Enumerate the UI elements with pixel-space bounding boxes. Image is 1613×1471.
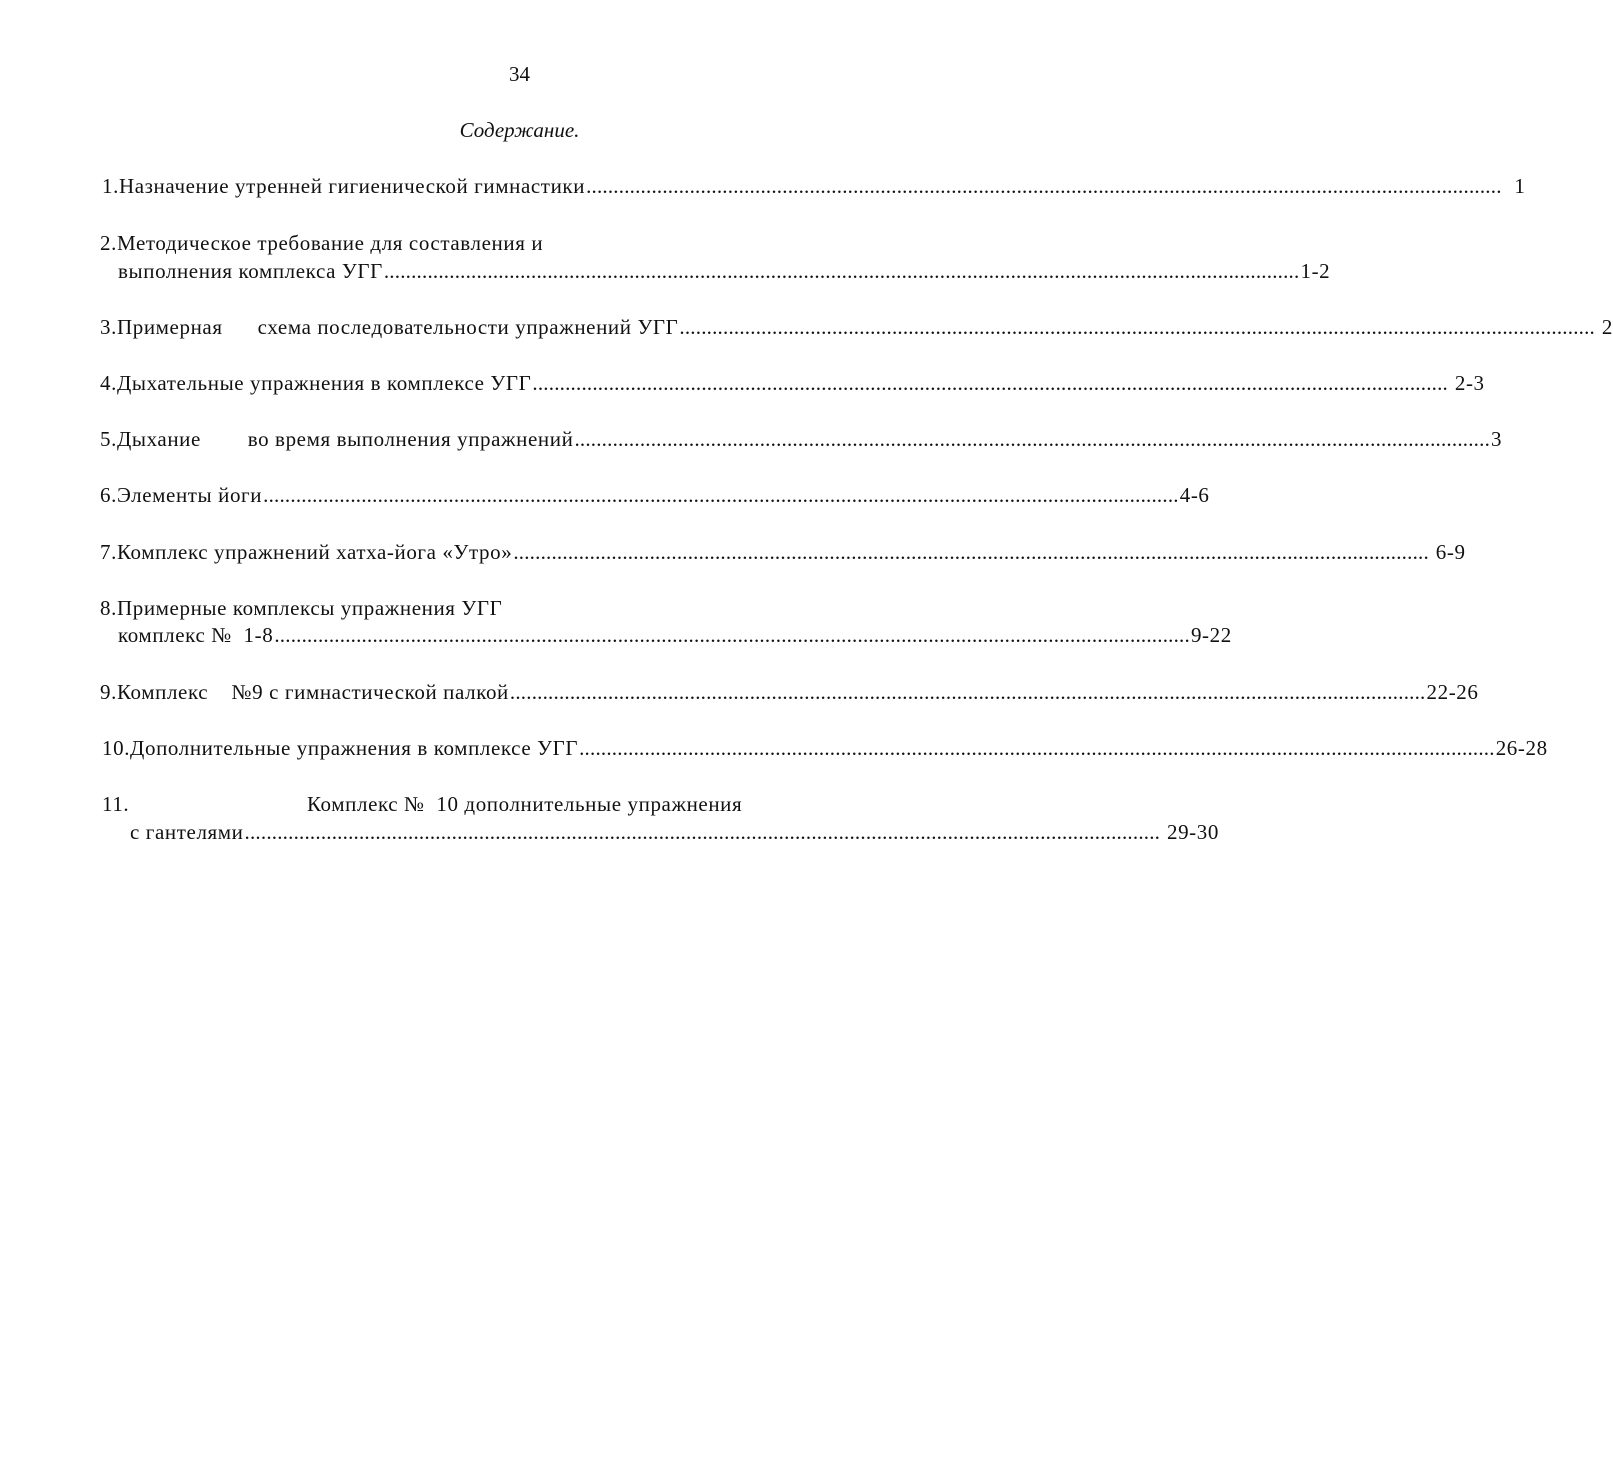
toc-entry-page: 4-6 — [1179, 483, 1210, 507]
toc-entry-6 — [100, 482, 1210, 508]
toc-entry-text: с гантелями — [130, 820, 244, 844]
toc-entry-page: 9-22 — [1190, 623, 1232, 647]
toc-entry-5 — [100, 426, 1503, 452]
toc-entry-text: выполнения комплекса УГГ — [118, 259, 383, 283]
toc-entry-text: 7.Комплекс упражнений хатха-йога «Утро» — [100, 540, 513, 564]
leader-dots: ........................................................................................................................................................................ — [574, 427, 1491, 451]
toc-entry-3 — [100, 314, 1613, 340]
toc-entry-8 — [118, 622, 1232, 648]
toc-entry-10 — [102, 735, 1548, 761]
toc-entry-text: 5.Дыхание во время выполнения упражнений — [100, 427, 574, 451]
toc-title: Содержание. — [459, 118, 580, 142]
leader-dots: ........................................................................................................................................................................ — [383, 259, 1300, 283]
toc-entry-page: 2-3 — [1449, 371, 1485, 395]
toc-entry-page: 26-28 — [1495, 736, 1548, 760]
toc-entry-page: 3 — [1491, 427, 1503, 451]
leader-dots: ........................................................................................................................................................................ — [532, 371, 1448, 395]
toc-entry-11 — [130, 819, 1219, 845]
leader-dots: ........................................................................................................................................................................ — [579, 736, 1495, 760]
leader-dots: ........................................................................................................................................................................ — [513, 540, 1429, 564]
toc-entry-page: 22-26 — [1426, 680, 1479, 704]
toc-entry-text: комплекс № 1-8 — [118, 623, 274, 647]
toc-entry-page: 6-9 — [1429, 540, 1466, 564]
toc-entry-page: 1-2 — [1300, 259, 1331, 283]
toc-entry-text: 4.Дыхательные упражнения в комплексе УГГ — [100, 371, 532, 395]
toc-entry-page: 1 — [1502, 174, 1526, 198]
toc-entry-text: 3.Примерная схема последовательности упражнений УГГ — [100, 315, 679, 339]
toc-entry-7 — [100, 539, 1466, 565]
toc-entry-8-line-1: 8.Примерные комплексы упражнения УГГ — [100, 596, 503, 620]
toc-entry-page: 2 — [1596, 315, 1613, 339]
leader-dots: ........................................................................................................................................................................ — [263, 483, 1179, 507]
toc-entry-page: 29-30 — [1161, 820, 1219, 844]
page-number: 34 — [509, 62, 530, 86]
toc-entry-1 — [102, 173, 1526, 199]
toc-entry-9 — [100, 679, 1479, 705]
toc-entry-2 — [118, 258, 1331, 284]
toc-entry-text: 1.Назначение утренней гигиенической гимнастики — [102, 174, 586, 198]
leader-dots: ........................................................................................................................................................................ — [509, 680, 1426, 704]
toc-entry-text: 9.Комплекс №9 с гимнастической палкой — [100, 680, 509, 704]
leader-dots: ........................................................................................................................................................................ — [679, 315, 1595, 339]
toc-entry-text: 10.Дополнительные упражнения в комплексе УГГ — [102, 736, 579, 760]
leader-dots: ........................................................................................................................................................................ — [586, 174, 1502, 198]
leader-dots: ........................................................................................................................................................................ — [274, 623, 1190, 647]
toc-entry-2-line-1: 2.Методическое требование для составления и — [100, 231, 544, 255]
toc-entry-4 — [100, 370, 1485, 396]
toc-entry-11-line-1: Комплекс № 10 дополнительные упражнения — [307, 792, 743, 816]
leader-dots: ........................................................................................................................................................................ — [244, 820, 1161, 844]
toc-entry-text: 6.Элементы йоги — [100, 483, 263, 507]
toc-entry-11-number: 11. — [102, 792, 130, 816]
